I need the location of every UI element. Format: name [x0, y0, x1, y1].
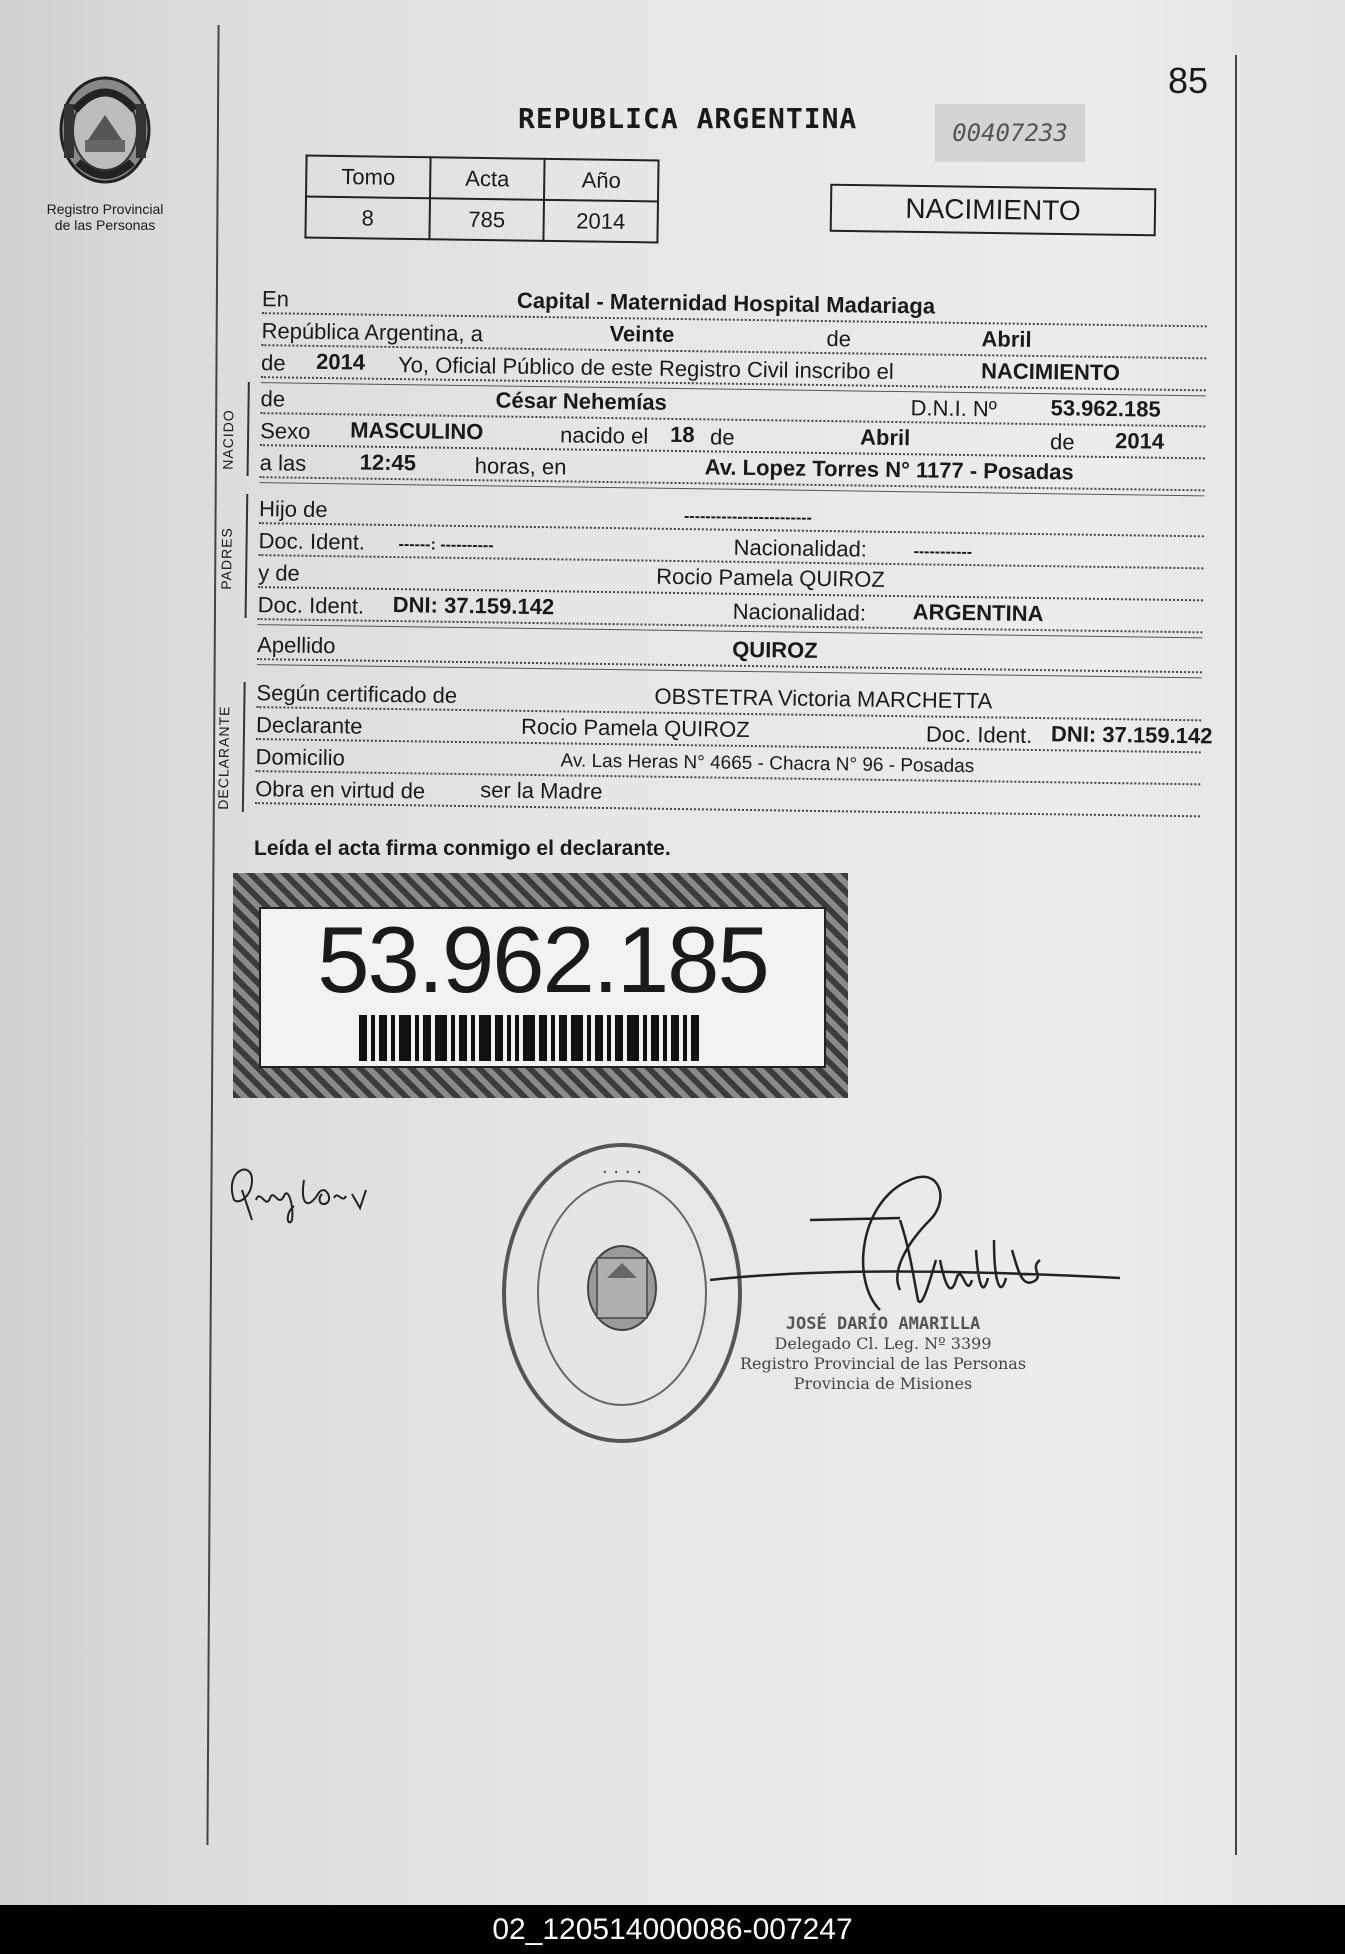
nac2-label: Nacionalidad: — [732, 598, 867, 626]
svg-text:· · · ·: · · · · — [601, 1162, 643, 1183]
docdecl-value: DNI: 37.159.142 — [1050, 721, 1213, 749]
doc2-label: Doc. Ident. — [257, 592, 365, 619]
doc2-value: DNI: 37.159.142 — [392, 592, 555, 620]
logo-caption-line1: Registro Provincial — [46, 201, 164, 217]
de-label-2: de — [260, 350, 286, 376]
declarante-bar — [242, 682, 246, 812]
dni-label: D.N.I. Nº — [910, 395, 997, 422]
madre-value: Rocio Pamela QUIROZ — [656, 563, 885, 592]
domicilio-label: Domicilio — [255, 744, 346, 771]
sexo-value: MASCULINO — [350, 417, 484, 445]
obra-value: ser la Madre — [480, 777, 603, 804]
doc1-value: ------: ---------- — [398, 536, 494, 555]
en-label: En — [261, 286, 290, 312]
official-province: Provincia de Misiones — [793, 1374, 973, 1393]
declarante-value: Rocio Pamela QUIROZ — [520, 713, 750, 743]
barcode-number: 53.962.185 — [317, 907, 768, 1012]
official-org: Registro Provincial de las Personas — [740, 1354, 1027, 1373]
document-title: REPUBLICA ARGENTINA — [518, 102, 858, 135]
nombre-label: de — [260, 386, 286, 412]
inscribo-value: NACIMIENTO — [980, 358, 1121, 386]
declarante-label: Declarante — [255, 712, 363, 739]
apellido-label: Apellido — [257, 632, 336, 659]
official-signature-block — [740, 1314, 1026, 1394]
row-apellido — [257, 632, 1202, 675]
certificado-label: Según certificado de — [256, 680, 458, 708]
nac1-value: ----------- — [913, 543, 973, 562]
logo-caption-line2: de las Personas — [54, 217, 156, 233]
serial-number: 00407233 — [935, 104, 1085, 162]
apellido-value: QUIROZ — [731, 636, 818, 663]
nacido-anio: 2014 — [1114, 428, 1165, 454]
barcode-inner — [259, 907, 826, 1068]
page-number: 85 — [1168, 60, 1209, 101]
horas-en-label: horas, en — [474, 453, 567, 480]
hijo-value: ------------------------ — [683, 508, 812, 527]
nacido-el-label: nacido el — [559, 422, 649, 449]
anio-header: Año — [544, 159, 659, 202]
inscribo-text: Yo, Oficial Público de este Registro Civil inscribo el — [397, 352, 894, 384]
tomo-header: Tomo — [306, 156, 431, 199]
nacido-de-label-2: de — [1049, 429, 1075, 455]
nacido-dia: 18 — [669, 421, 695, 448]
closing-statement: Leída el acta firma conmigo el declarante. — [254, 837, 671, 860]
republica-label: República Argentina, a — [261, 318, 484, 347]
acta-header: Acta — [430, 157, 545, 200]
official-title: Delegado Cl. Leg. Nº 3399 — [774, 1334, 992, 1353]
doc1-label: Doc. Ident. — [258, 528, 366, 555]
nacido-bar — [247, 382, 250, 476]
declarant-signature-icon — [222, 1150, 392, 1230]
hijo-label: Hijo de — [258, 496, 328, 523]
nombre-value: César Nehemías — [495, 387, 668, 415]
nacido-de-label: de — [709, 424, 735, 450]
padres-side-label: PADRES — [217, 527, 235, 590]
sexo-label: Sexo — [260, 418, 311, 444]
de-label: de — [826, 326, 852, 352]
nac2-value: ARGENTINA — [912, 599, 1044, 627]
barcode-bars — [359, 1015, 731, 1061]
alas-label: a las — [259, 450, 307, 476]
docdecl-label: Doc. Ident. — [925, 721, 1033, 748]
acta-value: 785 — [429, 198, 544, 241]
anio-value-text: 2014 — [315, 348, 366, 375]
yde-label: y de — [258, 560, 300, 586]
barcode-label — [233, 873, 848, 1098]
dia-value: Veinte — [609, 321, 675, 347]
obra-label: Obra en virtud de — [255, 776, 426, 804]
hora-value: 12:45 — [359, 449, 417, 476]
dni-value: 53.962.185 — [1050, 395, 1161, 422]
lugar-value: Av. Lopez Torres N° 1177 - Posadas — [704, 454, 1074, 485]
padres-bar — [245, 494, 249, 618]
certificado-value: OBSTETRA Victoria MARCHETTA — [654, 683, 993, 714]
anio-value: 2014 — [543, 200, 658, 243]
record-type-box: NACIMIENTO — [830, 184, 1157, 237]
mes-value: Abril — [981, 326, 1032, 352]
nacido-mes: Abril — [859, 424, 911, 451]
nacido-side-label: NACIDO — [219, 409, 237, 470]
nac1-label: Nacionalidad: — [733, 534, 868, 562]
footer-id-bar: 02_120514000086-007247 — [0, 1905, 1345, 1954]
certificate-form — [0, 0, 1345, 915]
tomo-value: 8 — [305, 197, 430, 240]
declarante-side-label: DECLARANTE — [214, 705, 233, 810]
en-value: Capital - Maternidad Hospital Madariaga — [516, 287, 936, 319]
official-name: JOSÉ DARÍO AMARILLA — [785, 1314, 981, 1334]
domicilio-value: Av. Las Heras N° 4665 - Chacra N° 96 - Posadas — [560, 750, 975, 778]
